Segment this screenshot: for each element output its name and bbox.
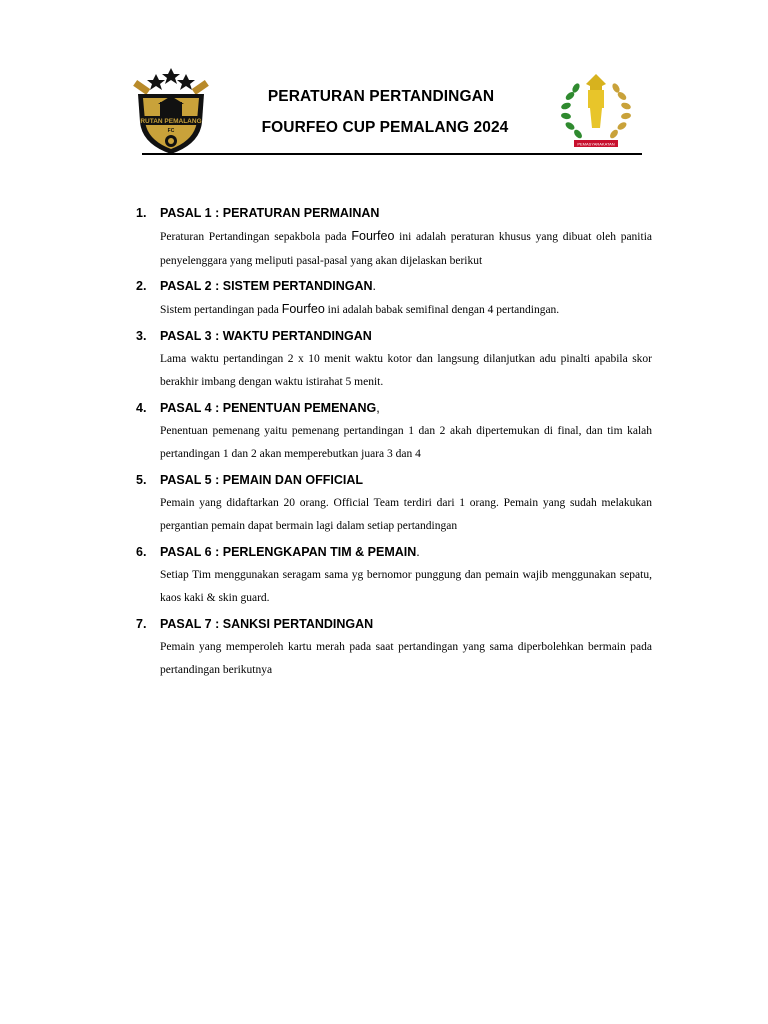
rule-body xyxy=(160,348,652,395)
header-divider xyxy=(142,153,642,155)
event-name: Fourfeo xyxy=(281,302,325,316)
rule-item xyxy=(136,542,652,611)
rules-list xyxy=(136,203,652,686)
rule-title: PASAL 4 : PENENTUAN PEMENANG xyxy=(160,400,377,415)
rule-number: 7. xyxy=(136,616,147,631)
document-title-line1: PERATURAN PERTANDINGAN xyxy=(267,88,495,105)
logo-left-text: RUTAN PEMALANG xyxy=(140,118,202,125)
pemasyarakatan-logo xyxy=(556,68,636,152)
rule-number: 6. xyxy=(136,544,147,559)
rule-number: 2. xyxy=(136,279,147,293)
rule-title-punct: . xyxy=(416,544,420,559)
rule-title: PASAL 6 : PERLENGKAPAN TIM & PEMAIN xyxy=(160,544,417,559)
rule-item xyxy=(136,470,652,539)
rule-title: PASAL 3 : WAKTU PERTANDINGAN xyxy=(160,328,372,343)
rule-body xyxy=(160,225,652,273)
rule-item xyxy=(136,203,652,273)
rule-text-cont: ini adalah peraturan khusus yang dibuat oleh panitia penyelenggara yang meliputi pasal-pasal yang akan dijelaskan berikut xyxy=(160,231,652,267)
rule-heading xyxy=(136,276,652,296)
event-name: Fourfeo xyxy=(351,229,395,243)
rule-text: Sistem pertandingan pada xyxy=(160,304,282,316)
rule-body xyxy=(160,420,652,467)
rule-item xyxy=(136,326,652,395)
document-title-line2: FOURFEO CUP PEMALANG 2024 xyxy=(261,119,509,136)
rule-title-punct: , xyxy=(376,400,380,415)
rutan-pemalang-fc-logo xyxy=(132,64,210,156)
rule-title: PASAL 5 : PEMAIN DAN OFFICIAL xyxy=(160,472,364,487)
rule-heading xyxy=(136,203,652,223)
rule-body xyxy=(160,564,652,611)
rule-title: PASAL 1 : PERATURAN PERMAINAN xyxy=(160,206,380,220)
rule-text: Peraturan Pertandingan sepakbola pada xyxy=(160,231,352,243)
rule-body xyxy=(160,298,652,323)
rule-title: PASAL 2 : SISTEM PERTANDINGAN xyxy=(160,279,373,293)
rule-number: 1. xyxy=(136,206,147,220)
rule-heading xyxy=(136,542,652,562)
rule-body xyxy=(160,636,652,683)
rule-item xyxy=(136,398,652,467)
rule-text: Setiap Tim menggunakan seragam sama yg bernomor punggung dan pemain wajib menggunakan sepatu, kaos kaki & skin guard. xyxy=(160,568,652,604)
rule-text: Pemain yang didaftarkan 20 orang. Official Team terdiri dari 1 orang. Pemain yang sudah melakukan pergantian pemain dapat bermain lagi dalam setiap pertandingan xyxy=(160,496,652,532)
rule-number: 5. xyxy=(136,472,147,487)
rule-item xyxy=(136,276,652,323)
rule-text: Penentuan pemenang yaitu pemenang pertandingan 1 dan 2 akah dipertemukan di final, dan tim kalah pertandingan 1 dan 2 akan memperebutkan juara 3 dan 4 xyxy=(160,424,652,460)
rule-title: PASAL 7 : SANKSI PERTANDINGAN xyxy=(160,616,374,631)
rule-number: 3. xyxy=(136,328,147,343)
rule-text: Lama waktu pertandingan 2 x 10 menit waktu kotor dan langsung dilanjutkan adu pinalti apabila skor berakhir imbang dengan waktu istirahat 5 menit. xyxy=(160,352,652,388)
rule-number: 4. xyxy=(136,400,147,415)
rule-heading xyxy=(136,470,652,490)
rule-heading xyxy=(136,614,652,634)
rule-item xyxy=(136,614,652,683)
rule-title-punct: . xyxy=(372,279,377,293)
logo-left-sub: FC xyxy=(167,128,175,134)
rule-body xyxy=(160,492,652,539)
rule-heading xyxy=(136,326,652,346)
document-header xyxy=(132,60,646,160)
rule-heading xyxy=(136,398,652,418)
rule-text: Pemain yang memperoleh kartu merah pada saat pertandingan yang sama diperbolehkan bermain pada pertandingan berikutnya xyxy=(160,640,652,676)
logo-right-text: PEMASYARAKATAN xyxy=(577,141,615,147)
rule-text-cont: ini adalah babak semifinal dengan 4 pertandingan. xyxy=(324,304,560,316)
